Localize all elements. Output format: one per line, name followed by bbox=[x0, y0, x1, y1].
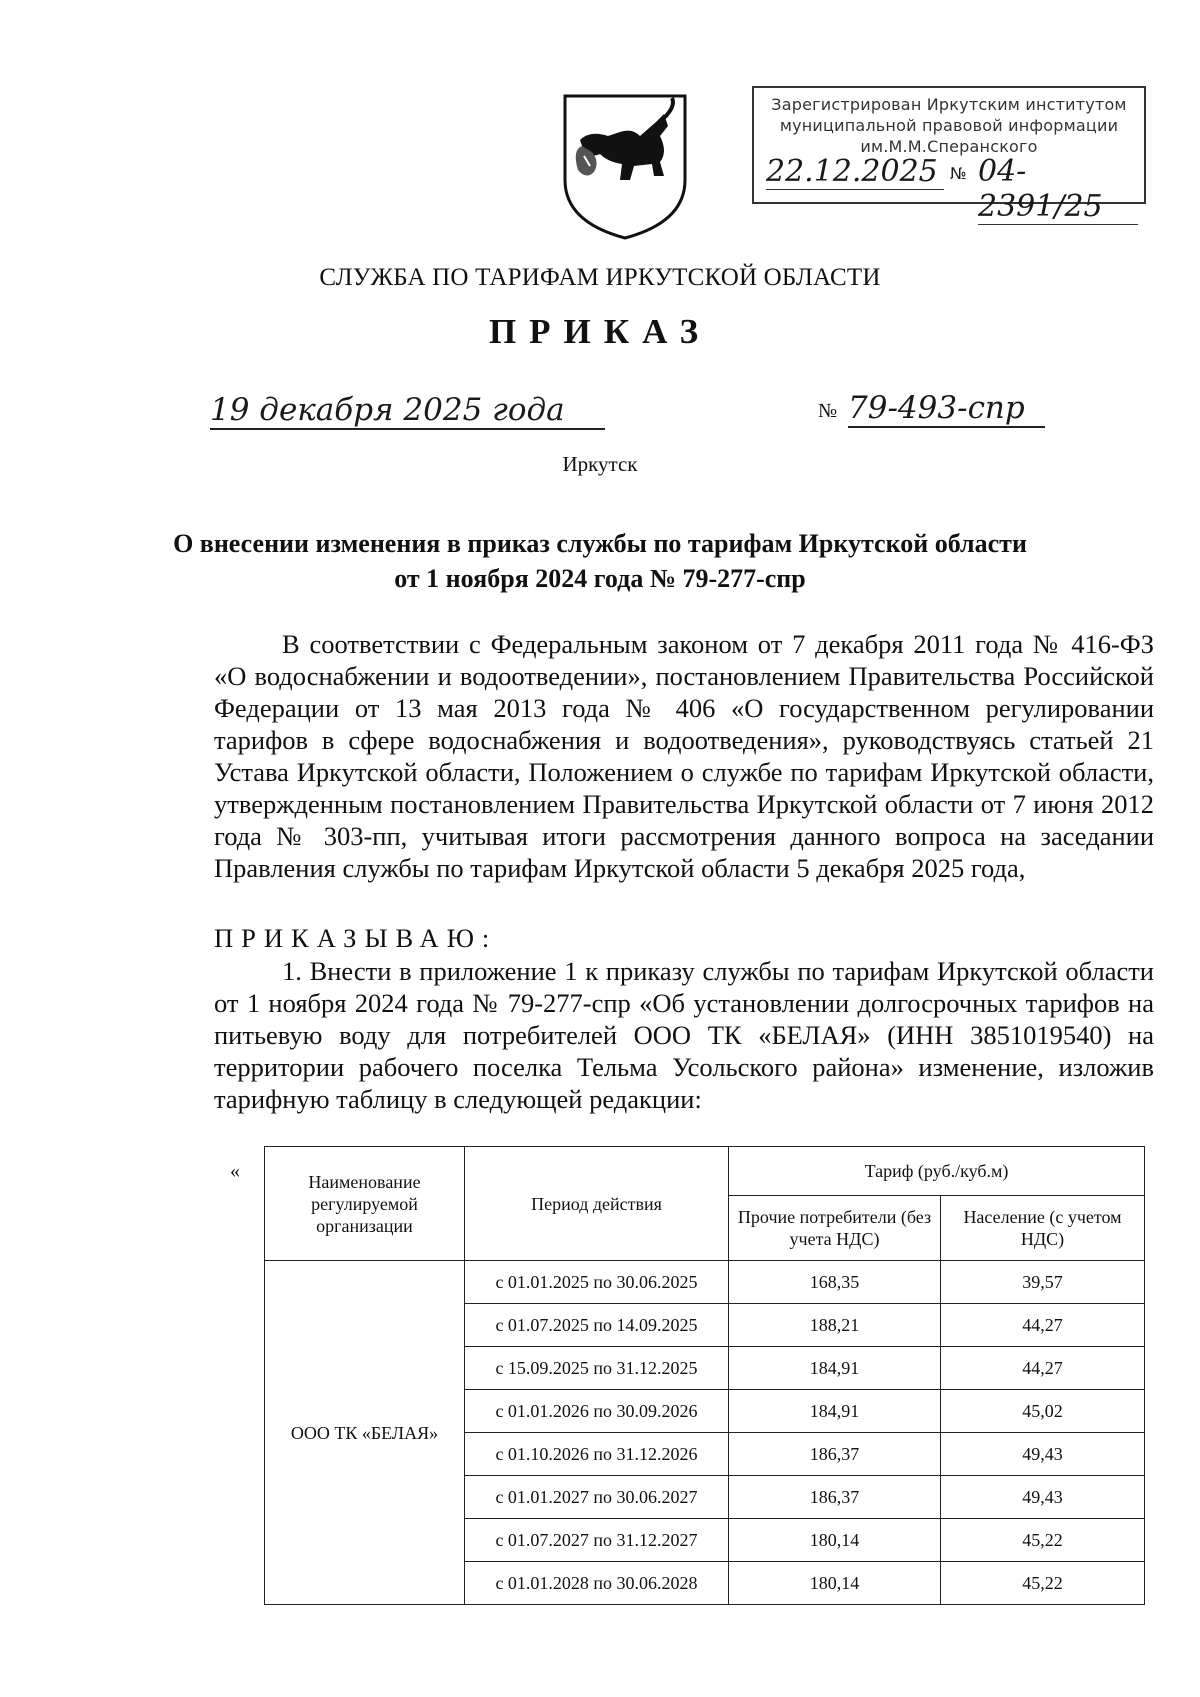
table-opening-quote: « bbox=[230, 1160, 240, 1182]
order-subject bbox=[0, 526, 1200, 596]
tariff-other-cell: 184,91 bbox=[729, 1390, 941, 1433]
tariff-population-cell: 49,43 bbox=[941, 1433, 1145, 1476]
period-cell: с 01.01.2027 по 30.06.2027 bbox=[465, 1476, 729, 1519]
organization-name-cell: ООО ТК «БЕЛАЯ» bbox=[265, 1261, 465, 1605]
column-header-population: Население (с учетом НДС) bbox=[941, 1196, 1145, 1261]
stamp-number-label: № bbox=[950, 164, 967, 183]
tariff-other-cell: 186,37 bbox=[729, 1476, 941, 1519]
handwritten-order-number: 79-493-спр bbox=[848, 390, 1045, 428]
tariff-other-cell: 180,14 bbox=[729, 1519, 941, 1562]
tariff-population-cell: 45,22 bbox=[941, 1519, 1145, 1562]
column-header-organization: Наименование регулируемой организации bbox=[265, 1147, 465, 1261]
period-cell: с 01.01.2028 по 30.06.2028 bbox=[465, 1562, 729, 1605]
column-header-period: Период действия bbox=[465, 1147, 729, 1261]
tariff-population-cell: 39,57 bbox=[941, 1261, 1145, 1304]
tariff-table bbox=[264, 1146, 1145, 1605]
registration-stamp bbox=[752, 86, 1146, 224]
coat-of-arms-icon bbox=[560, 92, 690, 242]
item-1-paragraph: 1. Внести в приложение 1 к приказу службы по тарифам Иркутской области от 1 ноября 2024 года № 79-277-спр «Об установлении долгосрочных тарифов на питьевую воду для потребителей ООО ТК «БЕЛАЯ» (ИНН 3851019540) на территории рабочего поселка Тельма Усольского района» изменение, изложив тарифную таблицу в следующей редакции: bbox=[214, 956, 1154, 1114]
period-cell: с 01.01.2026 по 30.09.2026 bbox=[465, 1390, 729, 1433]
period-cell: с 15.09.2025 по 31.12.2025 bbox=[465, 1347, 729, 1390]
period-cell: с 01.10.2026 по 31.12.2026 bbox=[465, 1433, 729, 1476]
table-row bbox=[265, 1261, 1145, 1304]
column-header-other-consumers: Прочие потребители (без учета НДС) bbox=[729, 1196, 941, 1261]
tariff-population-cell: 44,27 bbox=[941, 1347, 1145, 1390]
subject-line: от 1 ноября 2024 года № 79-277-спр bbox=[394, 564, 806, 593]
tariff-other-cell: 184,91 bbox=[729, 1347, 941, 1390]
period-cell: с 01.07.2025 по 14.09.2025 bbox=[465, 1304, 729, 1347]
stamp-number: 04-2391/25 bbox=[978, 154, 1138, 225]
tariff-other-cell: 186,37 bbox=[729, 1433, 941, 1476]
period-cell: с 01.07.2027 по 31.12.2027 bbox=[465, 1519, 729, 1562]
preamble-paragraph: В соответствии с Федеральным законом от 7 декабря 2011 года № 416-ФЗ «О водоснабжении и водоотведении», постановлением Правительства Российской Федерации от 13 мая 2013 года № 406 «О государственном регулировании тарифов в сфере водоснабжения и водоотведения», руководствуясь статьей 21 Устава Иркутской области, Положением о службе по тарифам Иркутской области, утвержденным постановлением Правительства Иркутской области от 7 июня 2012 года № 303-пп, учитывая итоги рассмотрения данного вопроса на заседании Правления службы по тарифам Иркутской области 5 декабря 2025 года, bbox=[214, 629, 1154, 883]
column-header-tariff: Тариф (руб./куб.м) bbox=[729, 1147, 1145, 1196]
tariff-population-cell: 49,43 bbox=[941, 1476, 1145, 1519]
order-directive-word: ПРИКАЗЫВАЮ: bbox=[214, 923, 498, 953]
tariff-other-cell: 168,35 bbox=[729, 1261, 941, 1304]
subject-line: О внесении изменения в приказ службы по тарифам Иркутской области bbox=[173, 529, 1027, 558]
stamp-line: муниципальной правовой информации bbox=[779, 116, 1119, 135]
handwritten-date: 19 декабря 2025 года bbox=[210, 392, 605, 430]
tariff-population-cell: 45,02 bbox=[941, 1390, 1145, 1433]
tariff-other-cell: 180,14 bbox=[729, 1562, 941, 1605]
order-number-label: № bbox=[818, 400, 838, 422]
city-name: Иркутск bbox=[562, 452, 638, 476]
stamp-registration-row bbox=[764, 154, 1134, 224]
stamp-line: Зарегистрирован Иркутским институтом bbox=[771, 95, 1127, 114]
tariff-population-cell: 44,27 bbox=[941, 1304, 1145, 1347]
tariff-population-cell: 45,22 bbox=[941, 1562, 1145, 1605]
stamp-date: 22.12.2025 bbox=[766, 154, 944, 190]
document-type-title: ПРИКАЗ bbox=[488, 312, 712, 351]
period-cell: с 01.01.2025 по 30.06.2025 bbox=[465, 1261, 729, 1304]
stamp-line: им.М.М.Сперанского bbox=[860, 137, 1038, 156]
tariff-other-cell: 188,21 bbox=[729, 1304, 941, 1347]
agency-name: СЛУЖБА ПО ТАРИФАМ ИРКУТСКОЙ ОБЛАСТИ bbox=[319, 264, 881, 291]
